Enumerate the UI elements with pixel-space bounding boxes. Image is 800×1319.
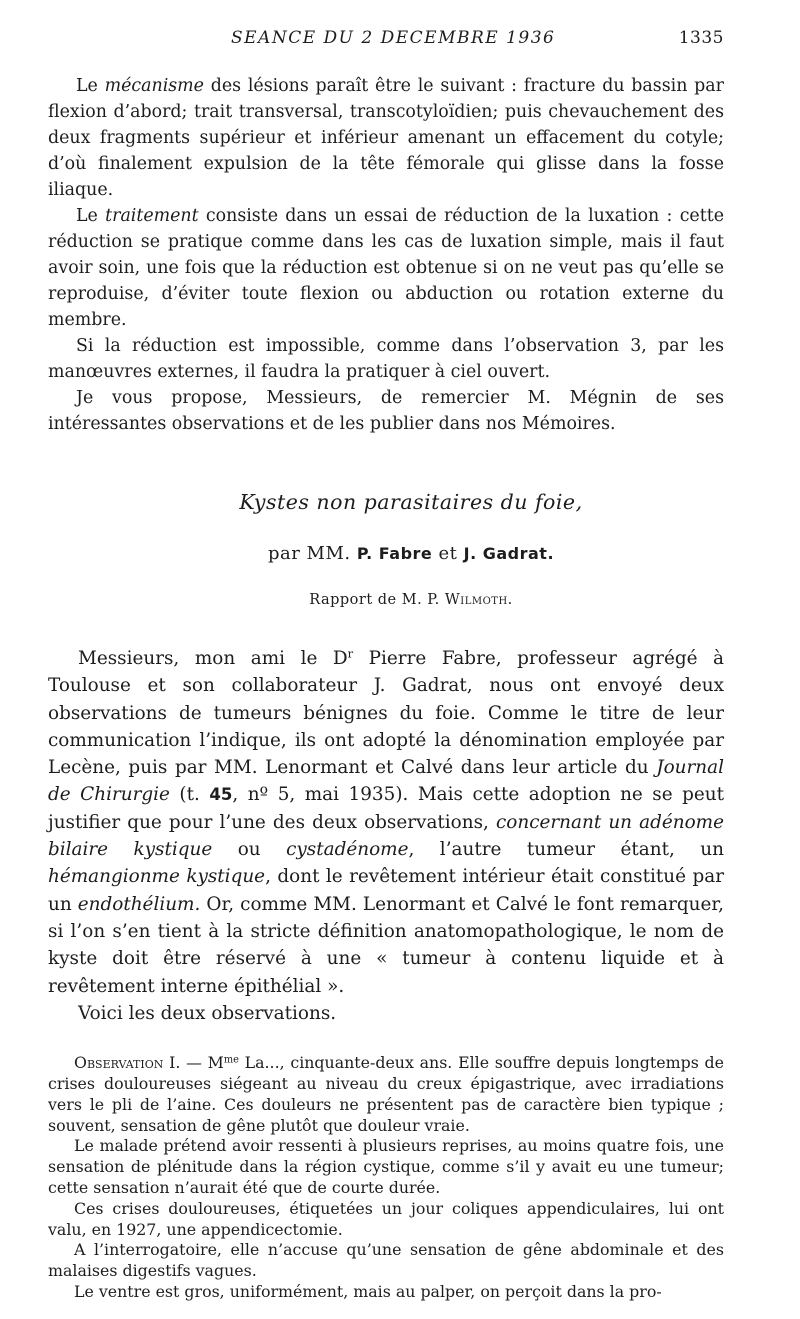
- observation-label: Observation: [74, 1053, 164, 1073]
- page: [48, 28, 724, 1303]
- author-name: P. Fabre: [356, 544, 433, 563]
- previous-report-text: [48, 73, 724, 437]
- observation-paragraph: Le ventre est gros, uniformément, mais au palper, on perçoit dans la pro-: [74, 1281, 662, 1301]
- article-title: Kystes non parasitaires du foie,: [239, 490, 583, 514]
- author-name: J. Gadrat.: [463, 544, 555, 563]
- observation-paragraph: Ces crises douloureuses, étiquetées un jour coliques appendiculaires, lui ont valu, en 1927, une appendicectomie.: [48, 1198, 724, 1239]
- page-number: 1335: [678, 28, 724, 48]
- running-head: [48, 28, 724, 50]
- observation-paragraph: A l’interrogatoire, elle n’accuse qu’une sensation de gêne abdominale et des malaises digestifs vagues.: [48, 1240, 724, 1281]
- article-authors: par MM. P. Fabre et J. Gadrat.: [267, 543, 555, 564]
- paragraph: Je vous propose, Messieurs, de remercier M. Mégnin de ses intéressantes observations et de les publier dans nos Mémoires.: [48, 388, 724, 434]
- observation-block: [48, 1053, 724, 1303]
- paragraph: Le mécanisme des lésions paraît être le suivant : fracture du bassin par flexion d’abord; trait transversal, transcotyloïdien; puis chevauchement des deux fragments supérieur et inférieur amenant un effacement du cotyle; d’où finalement expulsion de la tête fémorale qui glisse dans la fosse iliaque.: [48, 76, 724, 200]
- paragraph: Le traitement consiste dans un essai de réduction de la luxation : cette réduction se pratique comme dans les cas de luxation simple, mais il faut avoir soin, une fois que la réduction est obtenue si on ne veut pas qu’elle se reproduise, d’éviter toute flexion ou abduction ou rotation externe du membre.: [48, 206, 724, 330]
- paragraph: Voici les deux observations.: [78, 1002, 337, 1024]
- paragraph: Messieurs, mon ami le $D^r$ Pierre Fabre, professeur agrégé à Toulouse et son collaborateur J. Gadrat, nous ont envoyé deux observations de tumeurs bénignes du foie. Comme le titre de leur communication l’indique, ils ont adopté la dénomination employée par Lecène, puis par MM. Lenormant et Calvé dans leur article du Journal de Chirurgie (t. 45, nº 5, mai 1935). Mais cette adoption ne se peut justifier que pour l’une des deux observations, concernant un adénome bilaire kystique ou cystadénome, l’autre tumeur étant, un hémangionme kystique, dont le revêtement intérieur était constitué par un endothélium. Or, comme MM. Lenormant et Calvé le font remarquer, si l’on s’en tient à la stricte définition anatomopathologique, le nom de kyste doit être réservé à une « tumeur à contenu liquide et à revêtement interne épithélial ».: [48, 646, 725, 997]
- observation-paragraph: Observation I. — $M^{me}$ La..., cinquante-deux ans. Elle souffre depuis longtemps de crises douloureuses siégeant au niveau du creux épigastrique, avec irradiations vers le pli de l’aine. Ces douleurs ne présentent pas de caractère bien typique ; souvent, sensation de gêne plutôt que douleur vraie.: [48, 1053, 725, 1135]
- observation-paragraph: Le malade prétend avoir ressenti à plusieurs reprises, au moins quatre fois, une sensation de plénitude dans la région cystique, comme s’il y avait eu une tumeur; cette sensation n’aurait été que de courte durée.: [48, 1136, 724, 1197]
- report-byline: Rapport de M. P. Wilmoth.: [309, 592, 513, 608]
- paragraph: Si la réduction est impossible, comme dans l’observation 3, par les manœuvres externes, il faudra la pratiquer à ciel ouvert.: [48, 336, 724, 382]
- running-head-title: SEANCE DU 2 DECEMBRE 1936: [231, 28, 556, 48]
- report-body: [48, 645, 724, 1027]
